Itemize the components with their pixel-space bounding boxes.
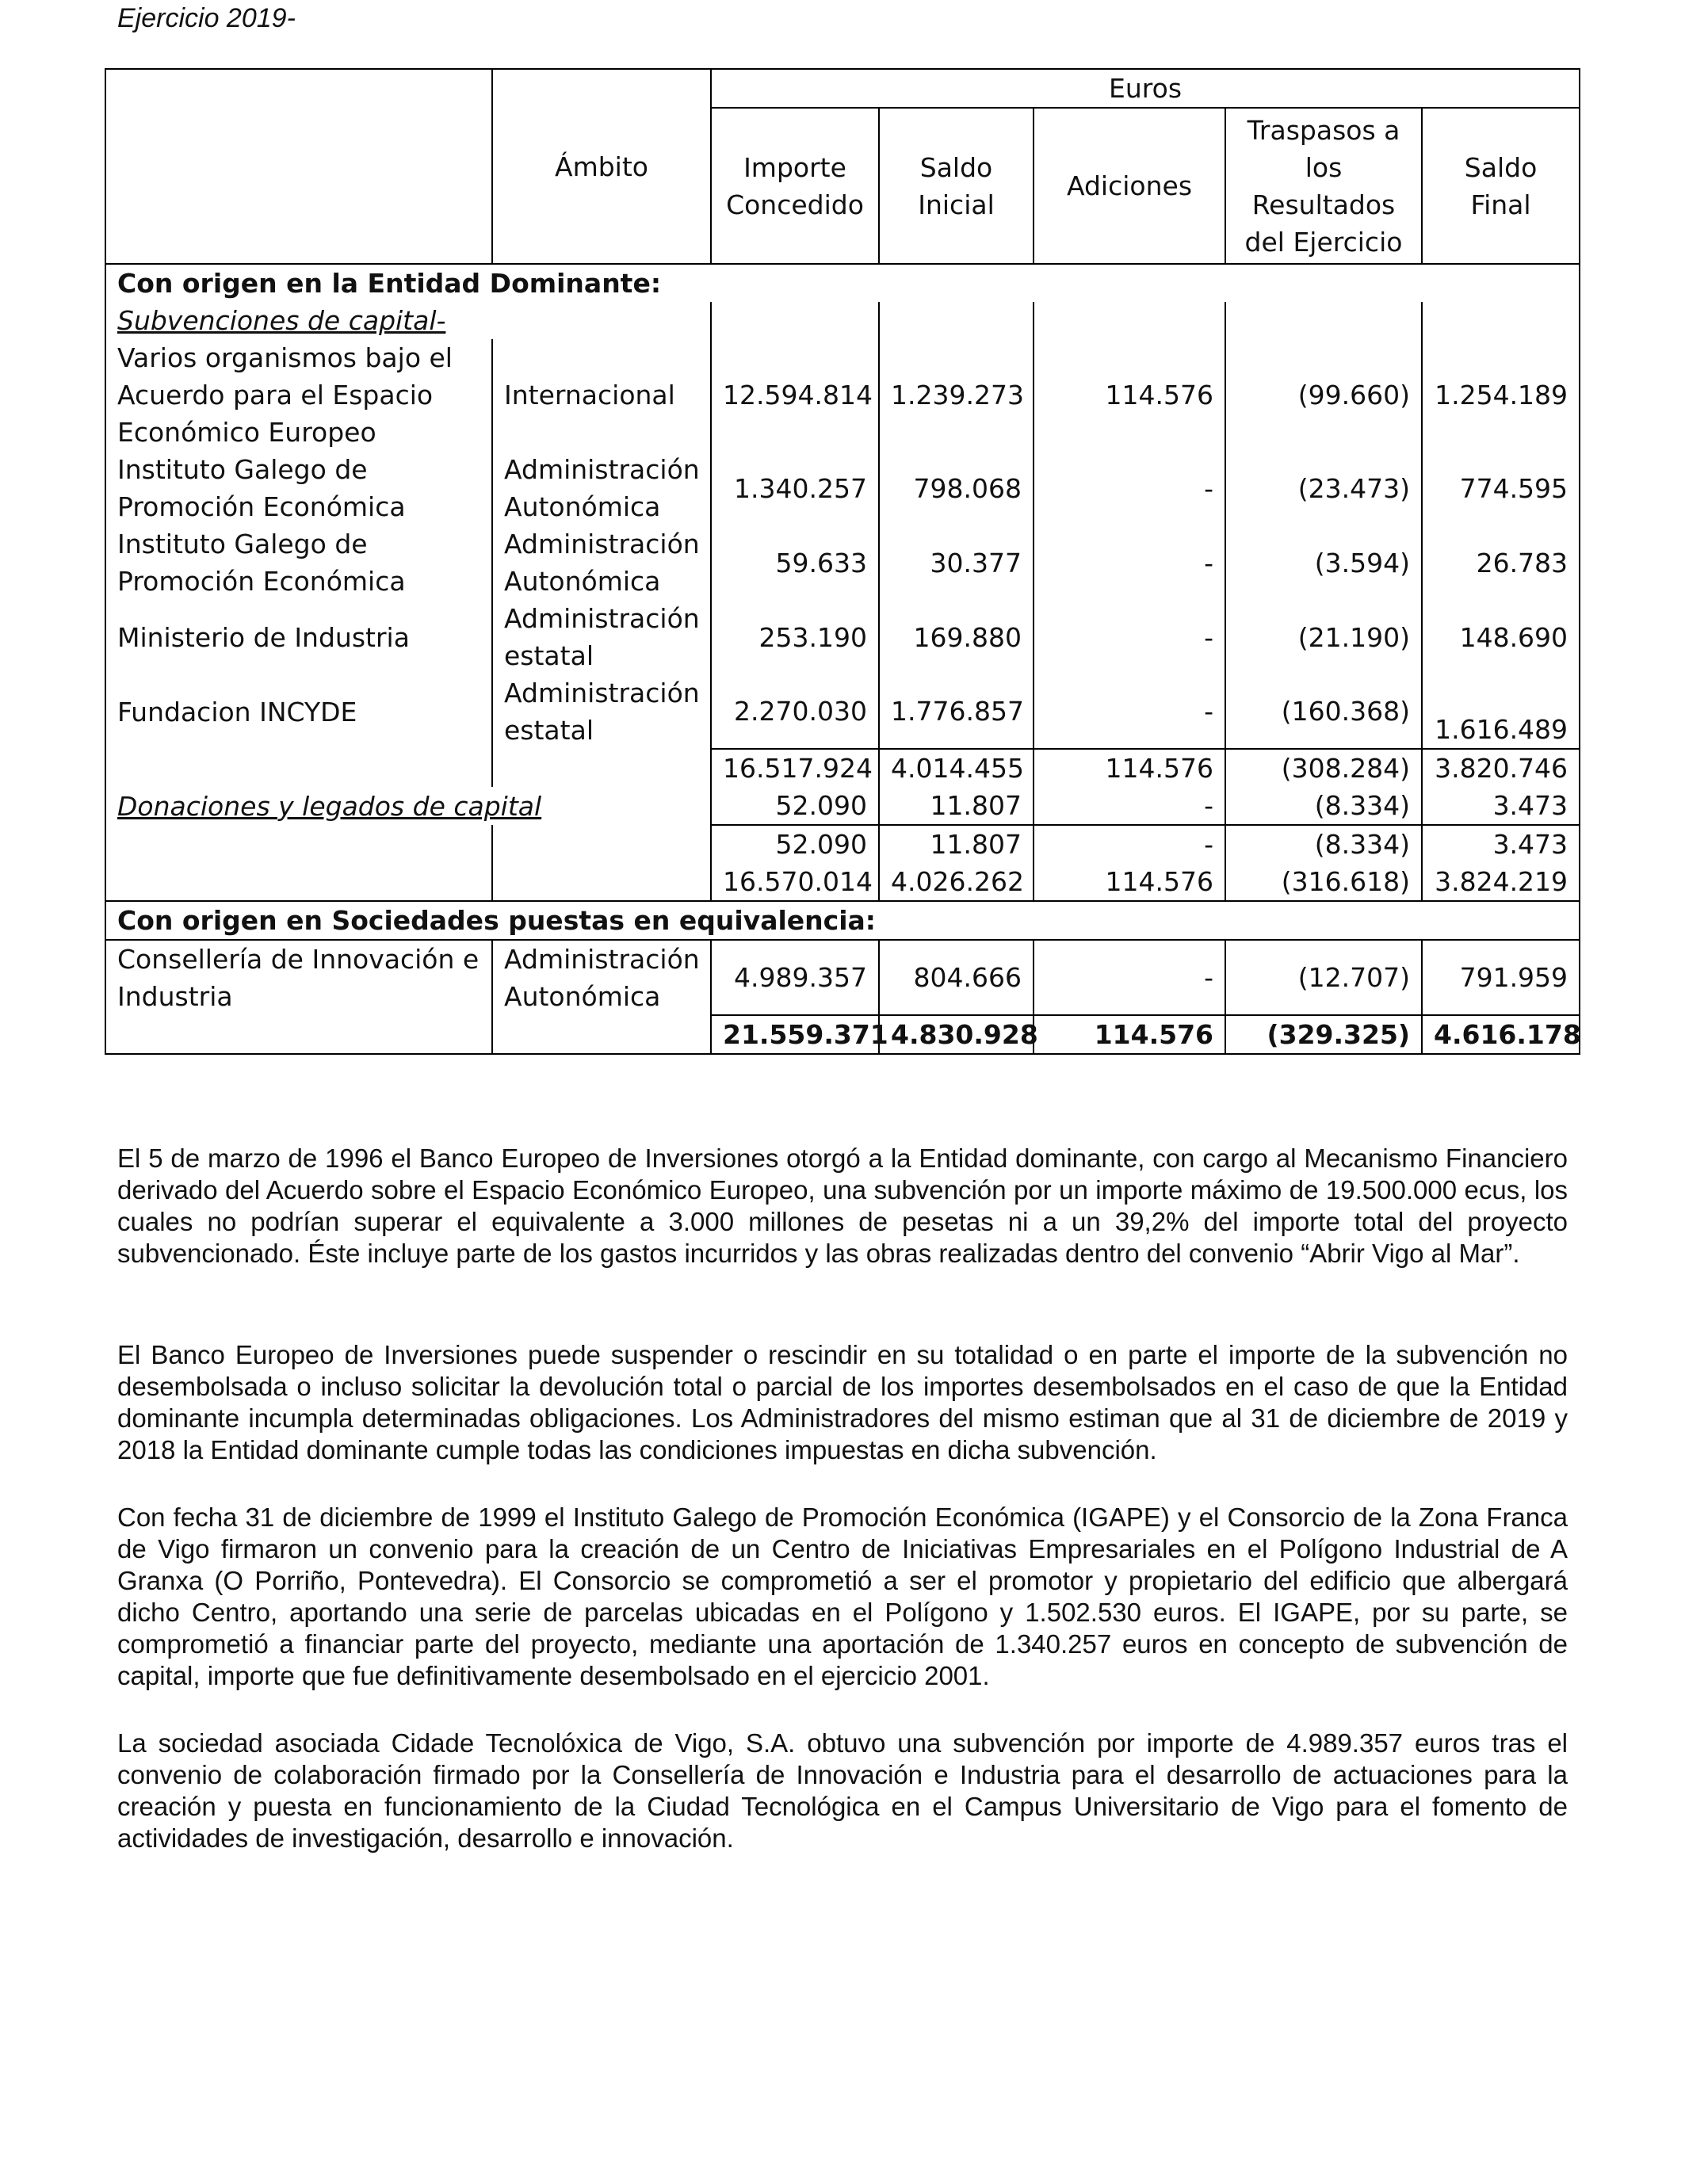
row-saldo-final: 774.595 xyxy=(1422,451,1580,525)
row-traspasos: (12.707) xyxy=(1225,940,1422,1015)
row-adiciones: - xyxy=(1034,674,1225,749)
row-entity: Ministerio de Industria xyxy=(105,600,492,674)
total-dominante-adiciones: 114.576 xyxy=(1034,863,1225,901)
donaciones-saldo-final: 3.473 xyxy=(1422,787,1580,825)
grand-total-saldo-inicial: 4.830.928 xyxy=(879,1015,1034,1054)
subtotal-importe: 16.517.924 xyxy=(711,749,879,787)
grand-total-row xyxy=(105,1015,1580,1054)
subtotal-saldo-inicial: 4.014.455 xyxy=(879,749,1034,787)
table-row xyxy=(105,600,1580,674)
row-entity: Varios organismos bajo el Acuerdo para el Espacio Económico Europeo xyxy=(105,339,492,451)
row-importe: 59.633 xyxy=(711,525,879,600)
paragraph: Con fecha 31 de diciembre de 1999 el Instituto Galego de Promoción Económica (IGAPE) y el Consorcio de la Zona Franca de Vigo firmaron un convenio para la creación de un Centro de Iniciativas Empresariales en el Polígono Industrial de A Granxa (O Porriño, Pontevedra). El Consorcio se comprometió a ser el promotor y propietario del edificio que albergará dicho Centro, aportando una serie de parcelas ubicadas en el Polígono y 1.502.530 euros. El IGAPE, por su parte, se comprometió a financiar parte del proyecto, mediante una aportación de 1.340.257 euros en concepto de subvención de capital, importe que fue definitivamente desembolsado en el ejercicio 2001. xyxy=(117,1502,1568,1690)
row-importe: 253.190 xyxy=(711,600,879,674)
row-adiciones: - xyxy=(1034,940,1225,1015)
grand-total-saldo-final: 4.616.178 xyxy=(1422,1015,1580,1054)
subtotal-donaciones-saldo-inicial: 11.807 xyxy=(879,825,1034,863)
donaciones-saldo-inicial: 11.807 xyxy=(879,787,1034,825)
row-importe: 1.340.257 xyxy=(711,451,879,525)
grand-total-adiciones: 114.576 xyxy=(1034,1015,1225,1054)
row-entity: Fundacion INCYDE xyxy=(105,674,492,749)
subtotal-saldo-final: 3.820.746 xyxy=(1422,749,1580,787)
donaciones-adiciones: - xyxy=(1034,787,1225,825)
row-saldo-final: 148.690 xyxy=(1422,600,1580,674)
subtotal-row xyxy=(105,749,1580,787)
row-traspasos: (160.368) xyxy=(1225,674,1422,749)
table-row xyxy=(105,940,1580,1015)
donaciones-label: Donaciones y legados de capital xyxy=(105,787,711,825)
grand-total-traspasos: (329.325) xyxy=(1225,1015,1422,1054)
row-adiciones: - xyxy=(1034,600,1225,674)
subtotal-donaciones-saldo-final: 3.473 xyxy=(1422,825,1580,863)
row-traspasos: (3.594) xyxy=(1225,525,1422,600)
total-dominante-importe: 16.570.014 xyxy=(711,863,879,901)
row-traspasos: (21.190) xyxy=(1225,600,1422,674)
total-dominante-saldo-inicial: 4.026.262 xyxy=(879,863,1034,901)
subtotal-donaciones-traspasos: (8.334) xyxy=(1225,825,1422,863)
table-row xyxy=(105,339,1580,451)
section-row xyxy=(105,264,1580,302)
header-saldo-final: Saldo Final xyxy=(1422,108,1580,264)
row-ambito: Administración Autonómica xyxy=(492,525,711,600)
header-euros-group: Euros xyxy=(711,69,1580,108)
subtotal-adiciones: 114.576 xyxy=(1034,749,1225,787)
row-saldo-inicial: 1.239.273 xyxy=(879,339,1034,451)
row-importe: 12.594.814 xyxy=(711,339,879,451)
row-ambito: Administración estatal xyxy=(492,674,711,749)
grand-total-importe: 21.559.371 xyxy=(711,1015,879,1054)
section-title-dominante: Con origen en la Entidad Dominante: xyxy=(105,264,1580,302)
section-title-equivalencia: Con origen en Sociedades puestas en equivalencia: xyxy=(105,901,1580,940)
header-saldo-inicial: Saldo Inicial xyxy=(879,108,1034,264)
row-saldo-final: 1.616.489 xyxy=(1422,674,1580,749)
row-importe: 2.270.030 xyxy=(711,674,879,749)
row-importe: 4.989.357 xyxy=(711,940,879,1015)
table-row xyxy=(105,525,1580,600)
total-dominante-row xyxy=(105,863,1580,901)
row-adiciones: - xyxy=(1034,525,1225,600)
row-saldo-final: 26.783 xyxy=(1422,525,1580,600)
donaciones-importe: 52.090 xyxy=(711,787,879,825)
paragraph: El Banco Europeo de Inversiones puede suspender o rescindir en su totalidad o en parte el importe de la subvención no desembolsada o incluso solicitar la devolución total o parcial de los importes desembolsados en el caso de que la Entidad dominante incumpla determinadas obligaciones. Los Administradores del mismo estiman que al 31 de diciembre de 2019 y 2018 la Entidad dominante cumple todas las condiciones impuestas en dicha subvención. xyxy=(117,1340,1568,1464)
table-row xyxy=(105,451,1580,525)
row-saldo-inicial: 169.880 xyxy=(879,600,1034,674)
header-traspasos: Traspasos a los Resultados del Ejercicio xyxy=(1225,108,1422,264)
total-dominante-saldo-final: 3.824.219 xyxy=(1422,863,1580,901)
header-row-group xyxy=(105,69,1580,108)
row-adiciones: - xyxy=(1034,451,1225,525)
row-saldo-final: 791.959 xyxy=(1422,940,1580,1015)
page-title: Ejercicio 2019- xyxy=(117,3,296,33)
subsection-row xyxy=(105,302,1580,339)
donaciones-row xyxy=(105,787,1580,825)
row-ambito: Administración Autonómica xyxy=(492,940,711,1015)
row-saldo-inicial: 1.776.857 xyxy=(879,674,1034,749)
row-ambito: Internacional xyxy=(492,339,711,451)
row-entity: Consellería de Innovación e Industria xyxy=(105,940,492,1015)
header-ambito: Ámbito xyxy=(492,69,711,264)
row-traspasos: (23.473) xyxy=(1225,451,1422,525)
row-saldo-inicial: 804.666 xyxy=(879,940,1034,1015)
header-adiciones: Adiciones xyxy=(1034,108,1225,264)
subtotal-donaciones-importe: 52.090 xyxy=(711,825,879,863)
row-saldo-inicial: 30.377 xyxy=(879,525,1034,600)
grants-table xyxy=(105,68,1580,1055)
table-row xyxy=(105,674,1580,749)
row-adiciones: 114.576 xyxy=(1034,339,1225,451)
donaciones-traspasos: (8.334) xyxy=(1225,787,1422,825)
row-entity: Instituto Galego de Promoción Económica xyxy=(105,525,492,600)
row-ambito: Administración estatal xyxy=(492,600,711,674)
paragraph: El 5 de marzo de 1996 el Banco Europeo de Inversiones otorgó a la Entidad dominante, con cargo al Mecanismo Financiero derivado del Acuerdo sobre el Espacio Económico Europeo, una subvención por un importe máximo de 19.500.000 ecus, los cuales no podrían superar el equivalente a 3.000 millones de pesetas ni a un 39,2% del importe total del proyecto subvencionado. Éste incluye parte de los gastos incurridos y las obras realizadas dentro del convenio “Abrir Vigo al Mar”. xyxy=(117,1144,1568,1268)
row-traspasos: (99.660) xyxy=(1225,339,1422,451)
row-saldo-final: 1.254.189 xyxy=(1422,339,1580,451)
header-empty-cell xyxy=(105,69,492,264)
paragraph: La sociedad asociada Cidade Tecnolóxica de Vigo, S.A. obtuvo una subvención por importe de 4.989.357 euros tras el convenio de colaboración firmado por la Consellería de Innovación e Industria para el desarrollo de actuaciones para la creación y puesta en funcionamiento de la Ciudad Tecnológica en el Campus Universitario de Vigo para el fomento de actividades de investigación, desarrollo e innovación. xyxy=(117,1728,1568,1853)
section-row xyxy=(105,901,1580,940)
total-dominante-traspasos: (316.618) xyxy=(1225,863,1422,901)
subsection-subvenciones: Subvenciones de capital- xyxy=(105,302,711,339)
subtotal-traspasos: (308.284) xyxy=(1225,749,1422,787)
row-entity: Instituto Galego de Promoción Económica xyxy=(105,451,492,525)
row-saldo-inicial: 798.068 xyxy=(879,451,1034,525)
row-ambito: Administración Autonómica xyxy=(492,451,711,525)
subtotal-row xyxy=(105,825,1580,863)
subtotal-donaciones-adiciones: - xyxy=(1034,825,1225,863)
header-importe: Importe Concedido xyxy=(711,108,879,264)
